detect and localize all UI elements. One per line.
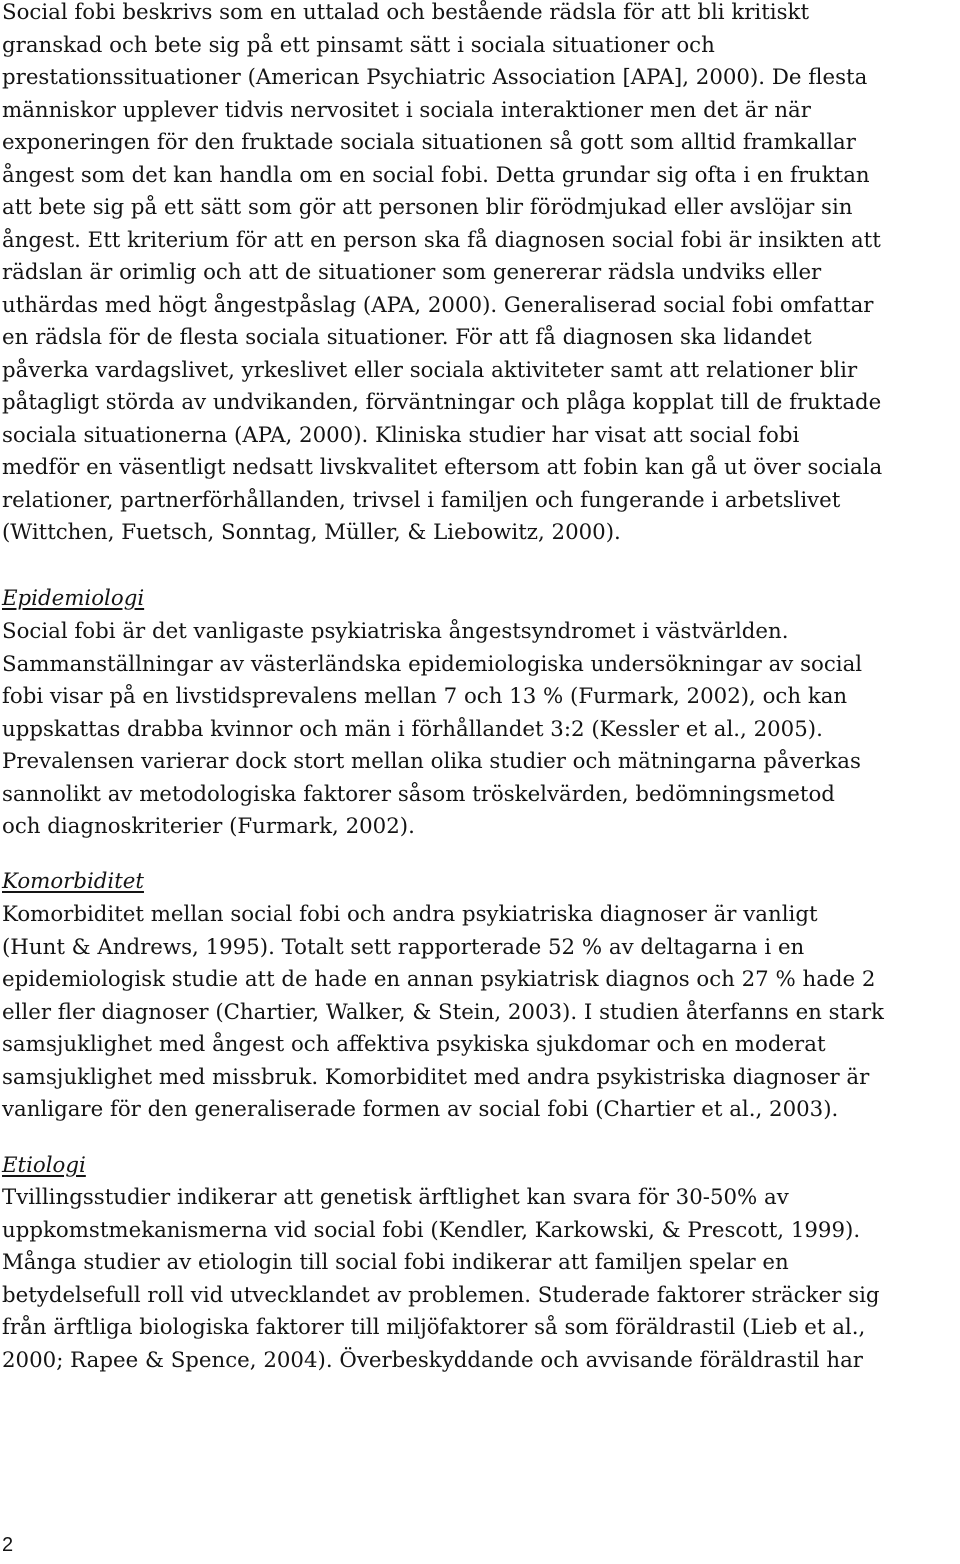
text-line: ångest som det kan handla om en social fobi. Detta grundar sig ofta i en fruktan (2, 162, 870, 188)
text-line: påtagligt störda av undvikanden, förväntningar och plåga kopplat till de fruktade (2, 390, 882, 415)
page-number: 2 (2, 1534, 14, 1556)
text-line: sociala situationerna (APA, 2000). Kliniska studier har visat att social fobi (2, 422, 800, 448)
text-line: och diagnoskriterier (Furmark, 2002). (2, 814, 415, 839)
text-line: Social fobi beskrivs som en uttalad och bestående rädsla för att bli kritiskt (2, 0, 810, 25)
text-line: vanligare för den generaliserade formen av social fobi (Chartier et al., 2003). (2, 1097, 839, 1122)
paragraph-komorbiditet (2, 899, 958, 1127)
text-line: Komorbiditet mellan social fobi och andra psykiatriska diagnoser är vanligt (2, 902, 818, 927)
text-line: granskad och bete sig på ett pinsamt sätt i sociala situationer och (2, 32, 715, 58)
text-line: exponeringen för den fruktade sociala situationen så gott som alltid framkallar (2, 130, 856, 155)
text-line: samsjuklighet med ångest och affektiva psykiska sjukdomar och en moderat (2, 1032, 826, 1057)
text-line: att bete sig på ett sätt som gör att personen blir förödmjukad eller avslöjar sin (2, 195, 853, 220)
text-line: Social fobi är det vanligaste psykiatriska ångestsyndromet i västvärlden. (2, 619, 789, 644)
text-line: eller fler diagnoser (Chartier, Walker, & Stein, 2003). I studien återfanns en stark (2, 999, 884, 1025)
text-line: sannolikt av metodologiska faktorer såsom tröskelvärden, bedömningsmetod (2, 781, 835, 807)
text-line: Sammanställningar av västerländska epidemiologiska undersökningar av social (2, 651, 863, 677)
text-line: medför en väsentligt nedsatt livskvalitet eftersom att fobin kan gå ut över sociala (2, 455, 883, 480)
text-line: (Hunt & Andrews, 1995). Totalt sett rapporterade 52 % av deltagarna i en (2, 934, 805, 960)
text-line: relationer, partnerförhållanden, trivsel i familjen och fungerande i arbetslivet (2, 487, 841, 513)
text-line: uthärdas med högt ångestpåslag (APA, 2000). Generaliserad social fobi omfattar (2, 292, 874, 318)
text-line: Tvillingsstudier indikerar att genetisk ärftlighet kan svara för 30-50% av (2, 1185, 789, 1210)
text-line: från ärftliga biologiska faktorer till miljöfaktorer så som föräldrastil (Lieb et al., (2, 1315, 866, 1340)
text-line: betydelsefull roll vid utvecklandet av problemen. Studerade faktorer sträcker sig (2, 1282, 880, 1308)
text-line: påverka vardagslivet, yrkeslivet eller sociala aktiviteter samt att relationer blir (2, 357, 858, 383)
text-line: en rädsla för de flesta sociala situationer. För att få diagnosen ska lidandet (2, 325, 812, 350)
text-line: fobi visar på en livstidsprevalens mellan 7 och 13 % (Furmark, 2002), och kan (2, 684, 848, 709)
text-line: uppskattas drabba kvinnor och män i förhållandet 3:2 (Kessler et al., 2005). (2, 716, 823, 742)
paragraph-epidemiologi (2, 616, 958, 844)
text-line: Prevalensen varierar dock stort mellan olika studier och mätningarna påverkas (2, 749, 861, 774)
text-line: människor upplever tidvis nervositet i sociala interaktioner men det är när (2, 97, 811, 123)
text-line: 2000; Rapee & Spence, 2004). Överbeskyddande och avvisande föräldrastil har (2, 1347, 863, 1373)
text-line: rädslan är orimlig och att de situationer som genererar rädsla undviks eller (2, 260, 822, 285)
text-line: samsjuklighet med missbruk. Komorbiditet med andra psykistriska diagnoser är (2, 1064, 870, 1090)
heading-komorbiditet: Komorbiditet (2, 869, 144, 894)
text-line: epidemiologisk studie att de hade en annan psykiatrisk diagnos och 27 % hade 2 (2, 967, 876, 992)
paragraph-etiologi (2, 1182, 958, 1377)
heading-etiologi: Etiologi (2, 1153, 86, 1178)
text-line: ångest. Ett kriterium för att en person ska få diagnosen social fobi är insikten att (2, 227, 881, 253)
text-line: (Wittchen, Fuetsch, Sonntag, Müller, & Liebowitz, 2000). (2, 520, 621, 545)
heading-epidemiologi: Epidemiologi (2, 586, 145, 611)
text-line: uppkomstmekanismerna vid social fobi (Kendler, Karkowski, & Prescott, 1999). (2, 1217, 861, 1243)
text-line: prestationssituationer (American Psychiatric Association [APA], 2000). De flesta (2, 65, 868, 90)
text-line: Många studier av etiologin till social fobi indikerar att familjen spelar en (2, 1250, 789, 1275)
paragraph-intro (2, 0, 958, 550)
